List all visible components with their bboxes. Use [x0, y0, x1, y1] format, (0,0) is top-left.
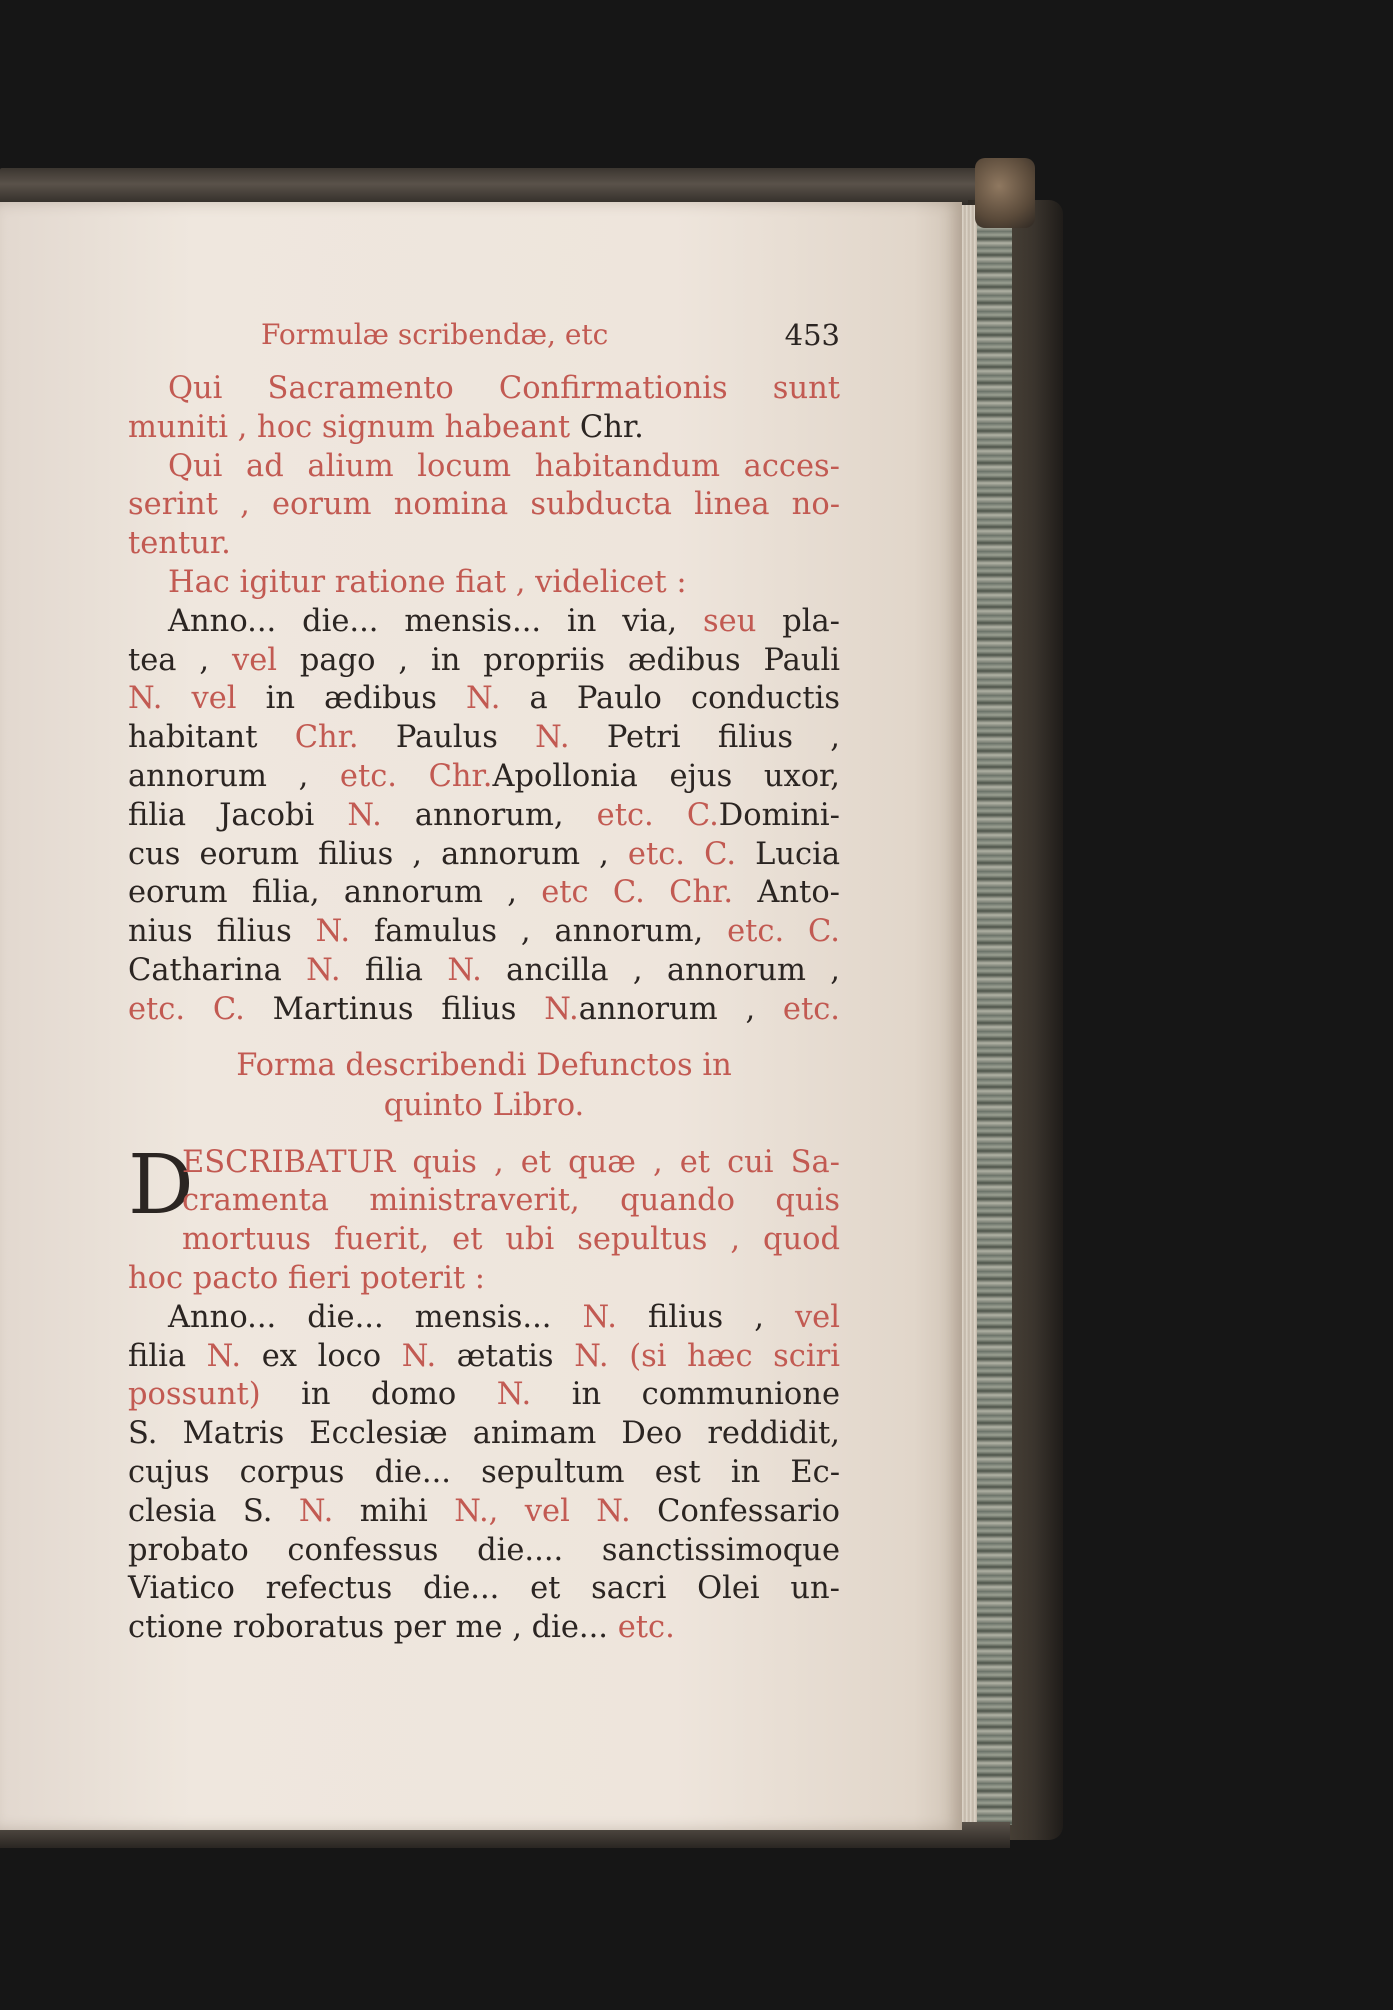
body-text: ancilla , annorum ,	[506, 952, 840, 988]
body-text: mihi	[359, 1493, 455, 1529]
text-line	[128, 1182, 840, 1221]
body-text: Viatico refectus die... et sacri Olei un-	[128, 1571, 840, 1607]
text-line	[128, 448, 840, 487]
text-line	[128, 680, 840, 719]
body-text: ctione roboratus per me , die...	[128, 1610, 618, 1646]
text-line	[128, 874, 840, 913]
body-text: nius filius	[128, 914, 316, 950]
text-line	[128, 797, 840, 836]
body-text: famulus , annorum,	[373, 914, 728, 950]
rubric-text: etc. C.	[727, 914, 840, 950]
rubric-text: N.	[298, 1493, 360, 1529]
body-text: ætatis	[456, 1338, 575, 1374]
rubric-text: seu	[703, 603, 783, 639]
rubric-text: cramenta ministraverit, quando quis	[182, 1183, 840, 1219]
rubric-text: N.	[535, 720, 607, 756]
body-text: annorum,	[414, 797, 597, 833]
rubric-text: N. vel	[128, 681, 266, 717]
rubric-text: possunt)	[128, 1377, 302, 1413]
rubric-text: N.	[582, 1299, 649, 1335]
rubric-text: muniti , hoc signum habeant	[128, 409, 580, 445]
body-text: Confessario	[657, 1493, 840, 1529]
text-line	[128, 1299, 840, 1338]
rubric-text: Qui Sacramento Confirmationis sunt	[168, 371, 840, 406]
rubric-text: etc C. Chr.	[541, 875, 758, 911]
body-text: filia	[128, 1338, 207, 1374]
text-line	[128, 913, 840, 952]
body-text: Petri filius ,	[606, 720, 840, 756]
body-text: in domo	[301, 1377, 497, 1413]
body-text: S. Matris Ecclesiæ animam Deo reddidit,	[128, 1416, 840, 1452]
text-line	[128, 1532, 840, 1571]
section-heading-line-1: Forma describendi Defunctos in	[236, 1047, 732, 1083]
body-text: filia	[364, 952, 448, 988]
rubric-text: vel	[794, 1299, 840, 1335]
baptism-formula-text	[128, 370, 840, 1030]
body-text: Apollonia ejus uxor,	[492, 758, 840, 794]
body-text: Domini-	[718, 797, 840, 833]
rubric-text: N. (si hæc sciri	[574, 1338, 840, 1374]
body-text: pago , in propriis ædibus Pauli	[299, 642, 840, 678]
body-text: a Paulo conductis	[529, 681, 841, 717]
body-text: filia Jacobi	[128, 797, 348, 833]
text-line	[128, 1144, 840, 1183]
text-line	[128, 1376, 840, 1415]
body-text: Paulus	[395, 720, 536, 756]
body-text: habitant	[128, 720, 295, 756]
rubric-text: Hac igitur ratione fiat , videlicet :	[168, 564, 687, 600]
text-line	[128, 836, 840, 875]
body-text: Catharina	[128, 952, 307, 988]
rubric-text: etc. C.	[128, 991, 273, 1027]
body-text: Martinus filius	[272, 991, 545, 1027]
text-line	[128, 952, 840, 991]
body-text: filius ,	[648, 1299, 795, 1335]
page-body	[128, 370, 840, 1648]
body-text: ex loco	[261, 1338, 402, 1374]
running-header	[128, 318, 840, 358]
rubric-text: N.	[544, 991, 579, 1027]
text-line	[128, 991, 840, 1030]
rubric-text: etc. C.	[596, 797, 719, 833]
text-line	[128, 719, 840, 758]
book-cover-corner	[975, 158, 1035, 228]
text-line	[128, 370, 840, 409]
rubric-text: N.	[401, 1338, 457, 1374]
rubric-text: N.	[347, 797, 415, 833]
text-line	[128, 1415, 840, 1454]
text-line	[128, 603, 840, 642]
body-text: in communione	[571, 1377, 840, 1413]
text-line	[128, 525, 840, 564]
rubric-text: Qui ad alium locum habitandum acces-	[168, 448, 840, 484]
body-text: eorum filia, annorum ,	[128, 875, 542, 911]
text-line	[128, 1570, 840, 1609]
rubric-text: N.	[447, 952, 507, 988]
deceased-formula-text	[128, 1137, 840, 1648]
body-text: in ædibus	[265, 681, 467, 717]
body-text: probato confessus die.... sanctissimoque	[128, 1532, 840, 1568]
text-line	[128, 1260, 840, 1299]
body-text: pla-	[782, 603, 840, 639]
body-text: cujus corpus die... sepultum est in Ec-	[128, 1454, 840, 1490]
rubric-text: N.	[315, 914, 374, 950]
body-text: Anno... die... mensis... in via,	[168, 603, 703, 639]
body-text: clesia S.	[128, 1493, 299, 1529]
running-header-title: Formulæ scribendæ, etc	[261, 318, 609, 351]
text-line	[128, 642, 840, 681]
text-line	[128, 486, 840, 525]
rubric-text: ESCRIBATUR quis , et quæ , et cui Sa-	[182, 1144, 840, 1180]
rubric-text: etc.	[617, 1610, 675, 1646]
rubric-text: vel	[231, 642, 300, 678]
rubric-text: N.	[206, 1338, 262, 1374]
rubric-text: mortuus fuerit, et ubi sepultus , quod	[182, 1222, 840, 1258]
rubric-text: N.	[466, 681, 530, 717]
text-line	[128, 758, 840, 797]
text-line	[128, 1338, 840, 1377]
rubric-text: N., vel N.	[454, 1493, 658, 1529]
text-line	[128, 1609, 840, 1648]
rubric-text: hoc pacto fieri poterit :	[128, 1260, 486, 1296]
text-line	[128, 1454, 840, 1493]
body-text: Chr.	[579, 409, 644, 445]
rubric-text: Chr.	[294, 720, 396, 756]
text-line	[128, 409, 840, 448]
text-line	[128, 564, 840, 603]
body-text: tea ,	[128, 642, 232, 678]
rubric-text: N.	[496, 1377, 572, 1413]
rubric-text: tentur.	[128, 526, 231, 562]
rubric-text: N.	[306, 952, 365, 988]
rubric-text: etc. Chr.	[339, 758, 493, 794]
drop-cap: D	[128, 1137, 194, 1233]
rubric-text: etc. C.	[627, 836, 756, 872]
body-text: Lucia	[755, 836, 841, 872]
section-heading-line-2: quinto Libro.	[383, 1087, 585, 1123]
body-text: Anto-	[757, 875, 840, 911]
body-text: annorum ,	[128, 758, 340, 794]
text-line	[128, 1493, 840, 1532]
rubric-text: serint , eorum nomina subducta linea no-	[128, 487, 840, 523]
body-text: annorum ,	[578, 991, 783, 1027]
page-number: 453	[784, 318, 840, 352]
rubric-text: etc.	[782, 991, 841, 1027]
body-text: Anno... die... mensis...	[168, 1299, 583, 1335]
body-text: cus eorum filius , annorum ,	[128, 836, 628, 872]
text-line	[128, 1221, 840, 1260]
